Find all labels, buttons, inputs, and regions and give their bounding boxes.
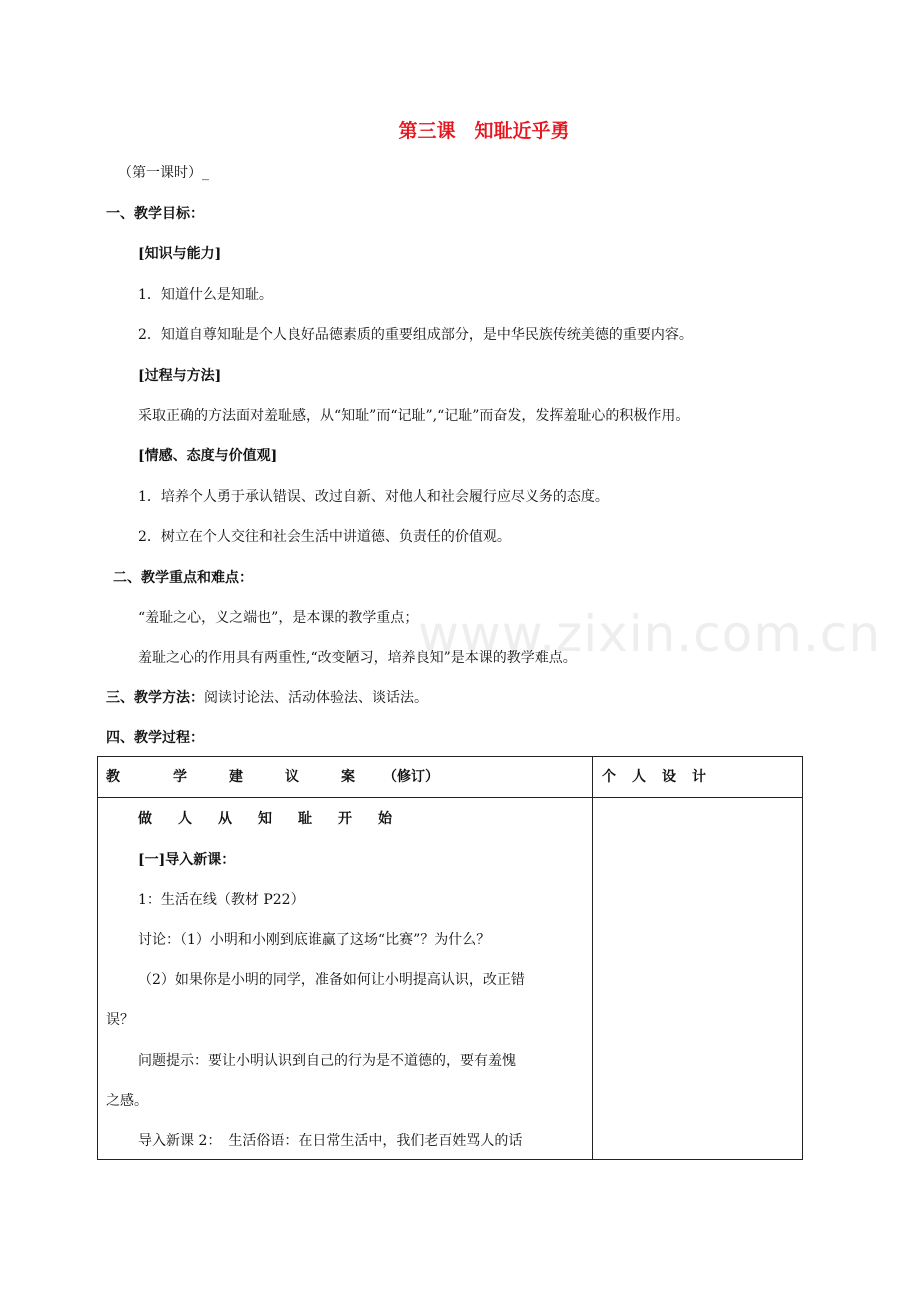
header-char: 人	[632, 769, 646, 785]
knowledge-item-1: 1．知道什么是知耻。	[138, 287, 273, 303]
table-header-personal-design	[602, 767, 706, 787]
header-char: 设	[662, 769, 676, 785]
section-1-heading: 一、教学目标：	[106, 206, 204, 222]
table-line: 问题提示：要让小明认识到自己的行为是不道德的，要有羞愧	[138, 1053, 516, 1069]
header-char: 计	[692, 769, 706, 785]
section-3-line	[106, 688, 428, 708]
topic-char: 知	[258, 811, 272, 827]
process-text: 采取正确的方法面对羞耻感，从“知耻”而“记耻”,“记耻”而奋发，发挥羞耻心的积极作用。	[138, 408, 690, 424]
topic-char: 做	[138, 811, 152, 827]
section-2-heading: 二、教学重点和难点：	[113, 570, 253, 586]
process-heading: [过程与方法]	[138, 368, 222, 384]
header-char: 议	[285, 769, 299, 785]
section-4-heading: 四、教学过程：	[106, 730, 204, 746]
lesson-period: （第一课时）_	[118, 165, 209, 181]
topic-char: 人	[178, 811, 192, 827]
teaching-process-table	[97, 756, 803, 1160]
topic-char: 开	[338, 811, 352, 827]
header-divider	[98, 797, 802, 798]
difficult-point: 羞耻之心的作用具有两重性,“改变陋习，培养良知”是本课的教学难点。	[138, 650, 577, 666]
emotion-item-1: 1．培养个人勇于承认错误、改过自新、对他人和社会履行应尽义务的态度。	[138, 489, 609, 505]
knowledge-heading: [知识与能力]	[138, 246, 222, 262]
header-char: 案	[341, 769, 355, 785]
table-line: 讨论：（1）小明和小刚到底谁赢了这场“比赛”？为什么？	[138, 932, 491, 948]
watermark: www.zixin.com.cn	[418, 605, 882, 663]
table-line: 导入新课 2： 生活俗语：在日常生活中，我们老百姓骂人的话	[138, 1133, 523, 1149]
header-char: 学	[173, 769, 187, 785]
column-divider	[592, 757, 593, 1159]
header-char: 个	[602, 769, 616, 785]
table-line: （2）如果你是小明的同学，准备如何让小明提高认识，改正错	[138, 972, 525, 988]
topic-char: 从	[218, 811, 232, 827]
table-line: 1：生活在线（教材 P22）	[138, 892, 305, 908]
header-char: 建	[229, 769, 243, 785]
intro-heading: [一]导入新课：	[138, 852, 236, 868]
knowledge-item-2: 2．知道自尊知耻是个人良好品德素质的重要组成部分，是中华民族传统美德的重要内容。	[138, 327, 693, 343]
table-header-lesson-plan	[106, 767, 439, 787]
topic-char: 耻	[298, 811, 312, 827]
emotion-heading: [情感、态度与价值观]	[138, 448, 278, 464]
section-3-heading: 三、教学方法：	[106, 690, 204, 706]
header-char: （修订）	[383, 769, 439, 785]
topic-heading	[138, 809, 586, 829]
emotion-item-2: 2．树立在个人交往和社会生活中讲道德、负责任的价值观。	[138, 529, 511, 545]
header-char: 教	[106, 769, 120, 785]
page-title: 第三课 知耻近乎勇	[398, 120, 570, 142]
table-line: 之感。	[106, 1093, 148, 1109]
section-3-text: 阅读讨论法、活动体验法、谈话法。	[204, 690, 428, 706]
topic-char: 始	[378, 811, 392, 827]
key-point: “羞耻之心，义之端也”，是本课的教学重点；	[138, 610, 419, 626]
table-line: 误？	[106, 1012, 134, 1028]
